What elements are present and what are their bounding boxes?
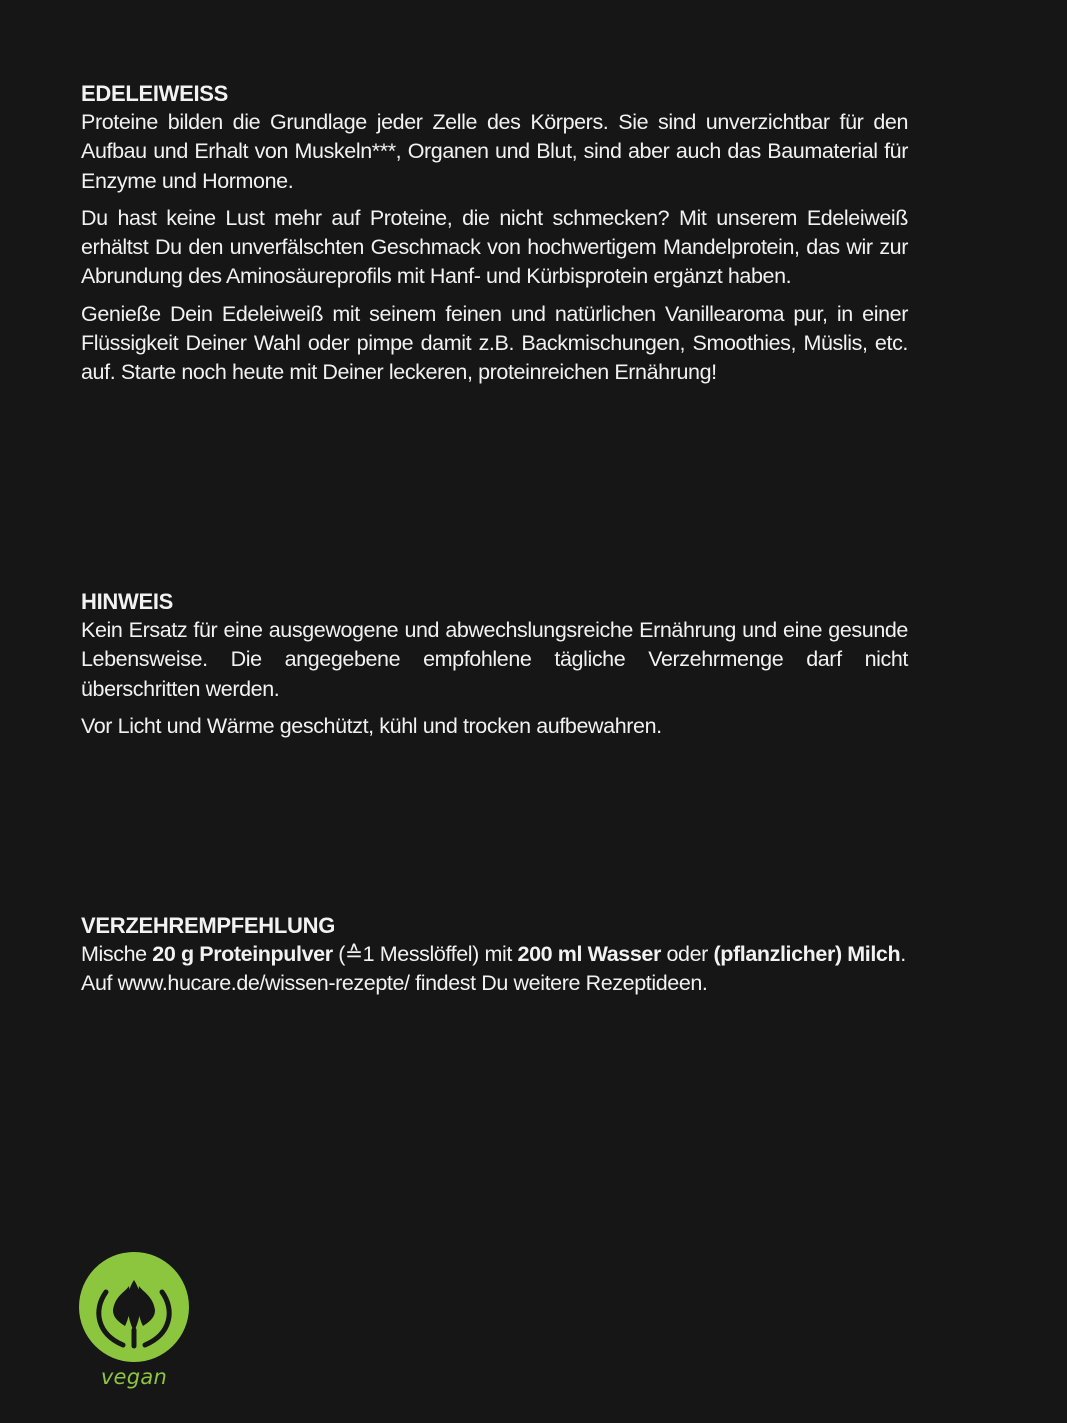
edeleiweiss-section	[81, 79, 908, 396]
hinweis-section	[81, 587, 908, 749]
verzehrempfehlung-heading: VERZEHREMPFEHLUNG	[81, 913, 336, 938]
hinweis-paragraph-1: Kein Ersatz für eine ausgewogene und abwechslungsreiche Ernährung und eine gesunde Lebensweise. Die angegebene empfohlene tägliche Verzehrmenge darf nicht überschritten werden.	[81, 618, 908, 701]
edeleiweiss-paragraph-1: Proteine bilden die Grundlage jeder Zelle des Körpers. Sie sind unverzichtbar für den Aufbau und Erhalt von Muskeln***, Organen und Blut, sind aber auch das Baumaterial für Enzyme und Hormone.	[81, 110, 908, 193]
verzehr-milk: (pflanzlicher) Milch	[713, 942, 901, 966]
hinweis-heading: HINWEIS	[81, 589, 174, 614]
verzehr-text-2: (≙1 Messlöffel) mit	[332, 942, 518, 966]
edeleiweiss-heading: EDELEIWEISS	[81, 81, 229, 106]
vegan-label: vegan	[100, 1365, 168, 1389]
verzehr-water-amount: 200 ml Wasser	[517, 942, 661, 966]
verzehrempfehlung-paragraph-1	[81, 940, 908, 969]
edeleiweiss-paragraph-2: Du hast keine Lust mehr auf Proteine, die nicht schmecken? Mit unserem Edeleiweiß erhältst Du den unverfälschten Geschmack von hochwertigem Mandelprotein, das wir zur Abrundung des Aminosäureprofils mit Hanf- und Kürbisprotein ergänzt haben.	[81, 205, 908, 289]
edeleiweiss-paragraph-3: Genieße Dein Edeleiweiß mit seinem feinen und natürlichen Vanillearoma pur, in einer Flüssigkeit Deiner Wahl oder pimpe damit z.B. Backmischungen, Smoothies, Müslis, etc. auf. Starte noch heute mit Deiner leckeren, proteinreichen Ernährung!	[81, 301, 908, 385]
verzehr-protein-amount: 20 g Proteinpulver	[152, 942, 333, 966]
vegan-leaf-icon	[79, 1252, 189, 1362]
verzehrempfehlung-paragraph-2: Auf www.hucare.de/wissen-rezepte/ findest Du weitere Rezeptideen.	[81, 971, 708, 996]
hinweis-paragraph-2: Vor Licht und Wärme geschützt, kühl und trocken aufbewahren.	[81, 713, 662, 738]
verzehr-text-3: oder	[660, 942, 714, 966]
verzehrempfehlung-section	[81, 911, 908, 999]
verzehr-text-1: Mische	[81, 942, 153, 966]
verzehr-text-4: .	[900, 942, 906, 966]
vegan-badge	[79, 1252, 189, 1397]
